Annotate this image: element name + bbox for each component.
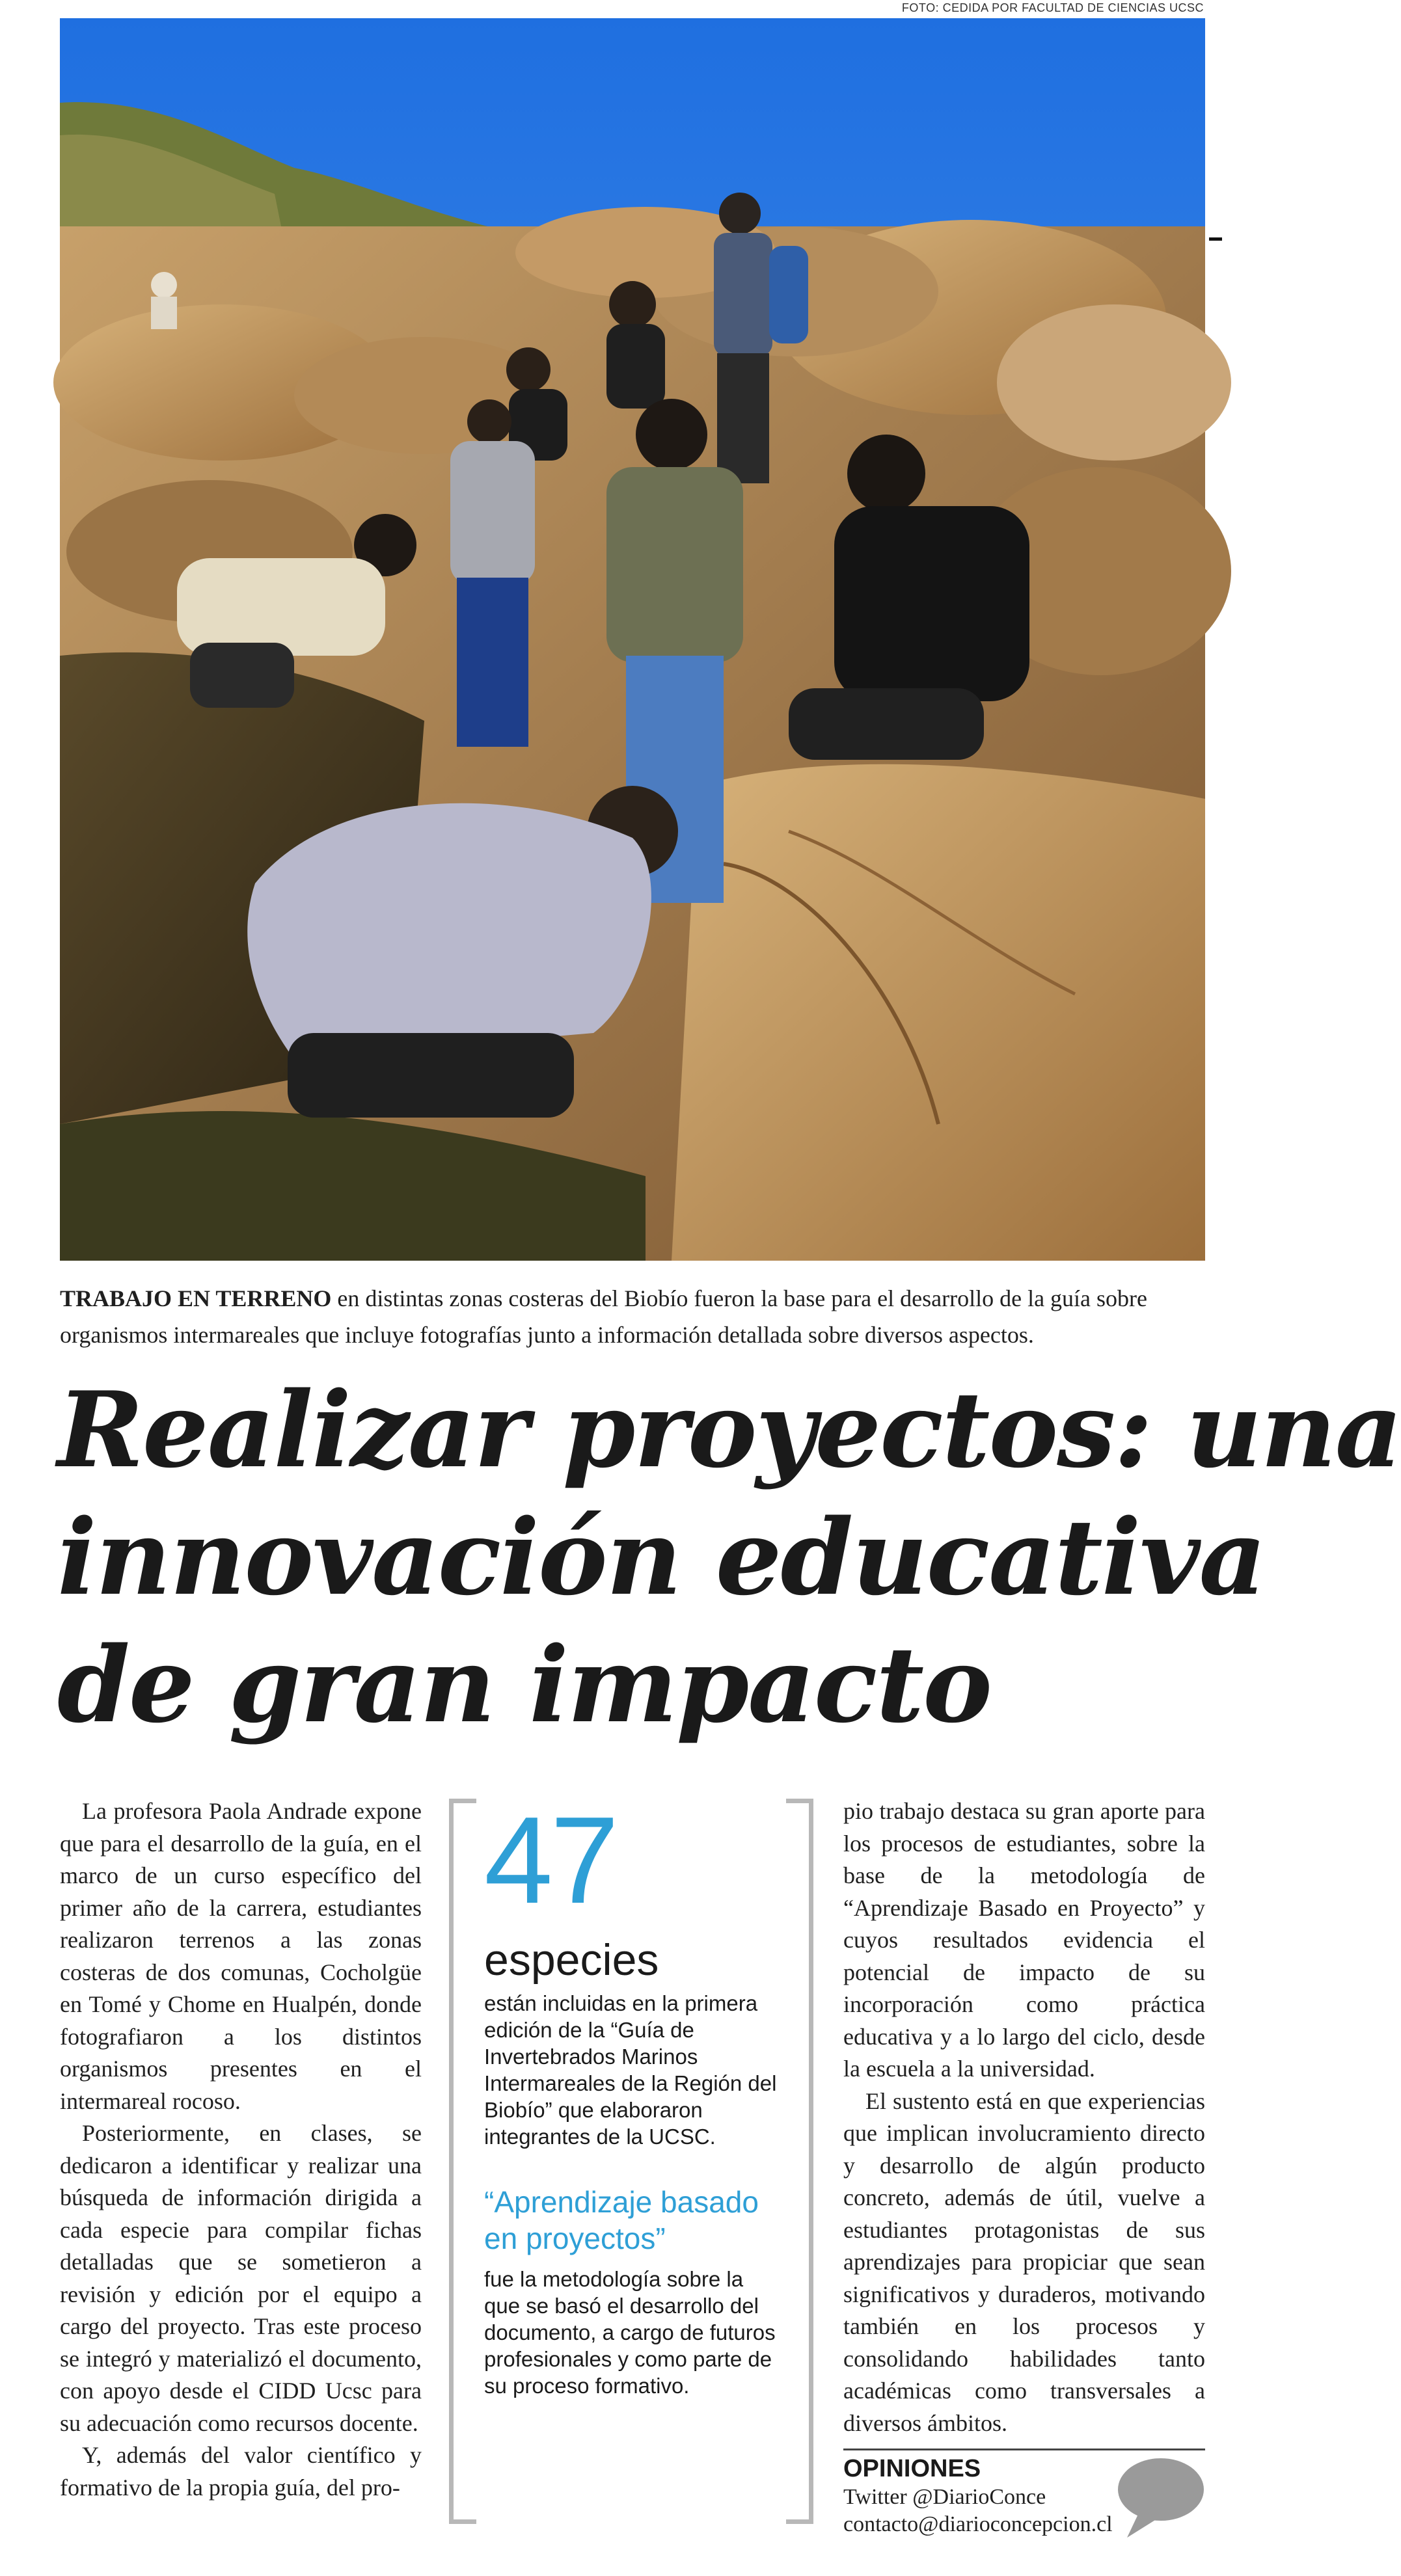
- headline-line-3: de gran impacto: [57, 1624, 991, 1746]
- fact-box: [449, 1791, 813, 2524]
- body-paragraph: pio trabajo destaca su gran aporte para los procesos de estudiantes, sobre la base de la metodología de “Aprendizaje Basado en Proyecto” y cuyos resultados evidencia el potencial de impacto de su incorporación como práctica educativa y a lo largo del ciclo, desde la escuela a la universidad.: [843, 1798, 1205, 2082]
- headline: [57, 1366, 1401, 1749]
- opinion-box: [843, 2454, 1113, 2538]
- photo-students-on-rocks: [60, 18, 1205, 1261]
- fact-number: 47: [484, 1791, 617, 1929]
- caption-text: en distintas zonas costeras del Biobío fueron la base para el desarrollo de la guía sobre organismos intermareales que incluye fotografías junto a información detallada sobre diversos aspectos.: [60, 1285, 1148, 1348]
- body-column-1: [60, 1795, 422, 2504]
- body-paragraph: El sustento está en que experiencias que implican involucramiento directo y desarrollo de algún producto concreto, además de útil, vuelve a estudiantes protagonistas de sus aprendizajes para propiciar que sean significativos y duraderos, motivando también en los procesos y consolidando habilidades tanto académicas como transversales a diversos ámbitos.: [843, 2087, 1205, 2436]
- page-edge-mark: [1209, 237, 1222, 241]
- body-paragraph: Posteriormente, en clases, se dedicaron a identificar y realizar una búsqueda de información dirigida a cada especie para compilar fichas detalladas que se sometieron a revisión y edición por el equipo a cargo del proyecto. Tras este proceso se integró y materializó el documento, con apoyo desde el CIDD Ucsc para su adecuación como recursos docente.: [60, 2120, 422, 2436]
- headline-line-2: innovación educativa: [57, 1496, 1266, 1618]
- main-photo: [60, 18, 1205, 1261]
- photo-caption: [60, 1280, 1205, 1353]
- fact-text-2: fue la metodología sobre la que se basó el desarrollo del documento, a cargo de futuros profesionales y como parte de su proceso formativo.: [484, 2267, 776, 2398]
- fact-quote: “Aprendizaje basado en proyectos”: [484, 2185, 759, 2255]
- left-bracket: [449, 1799, 476, 2524]
- opinion-divider: [843, 2449, 1205, 2450]
- body-paragraph: Y, además del valor científico y formativo de la propia guía, del pro-: [60, 2442, 422, 2501]
- caption-lead: TRABAJO EN TERRENO: [60, 1285, 332, 1311]
- body-column-3: [843, 1795, 1205, 2439]
- headline-line-1: Realizar proyectos: una: [57, 1369, 1401, 1491]
- opinion-twitter: Twitter @DiarioConce: [843, 2485, 1046, 2509]
- opinion-email: contacto@diarioconcepcion.cl: [843, 2512, 1113, 2536]
- fact-box-content: [484, 1791, 783, 2399]
- fact-text: están incluidas en la primera edición de la “Guía de Invertebrados Marinos Intermareales de la Región del Biobío” que elaboraron integrantes de la UCSC.: [484, 1991, 777, 2149]
- opinion-title: OPINIONES: [843, 2455, 981, 2482]
- photo-credit: FOTO: CEDIDA POR FACULTAD DE CIENCIAS UCSC: [901, 1, 1204, 14]
- body-paragraph: La profesora Paola Andrade expone que para el desarrollo de la guía, en el marco de un curso específico del primer año de la carrera, estudiantes realizaron terrenos a las zonas costeras de dos comunas, Cocholgüe en Tomé y Chome en Hualpén, donde fotografiaron a los distintos organismos presentes en el intermareal rocoso.: [60, 1798, 422, 2114]
- right-bracket: [786, 1799, 813, 2524]
- fact-word: especies: [484, 1935, 659, 1985]
- speech-bubble-icon: [1113, 2456, 1205, 2540]
